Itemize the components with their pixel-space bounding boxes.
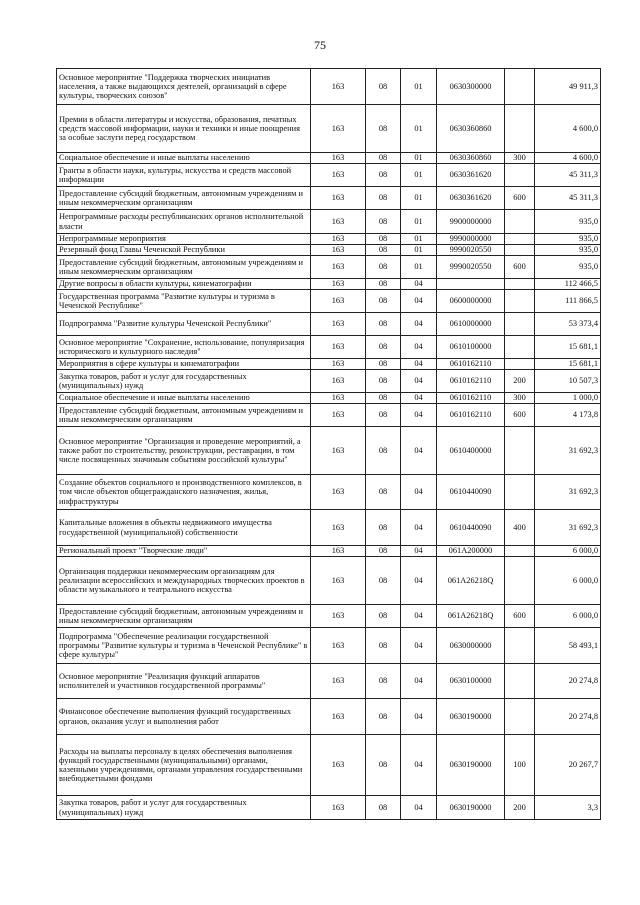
table-row xyxy=(57,475,601,510)
table-row xyxy=(57,336,601,359)
table-row xyxy=(57,187,601,210)
row-subsection: 04 xyxy=(401,796,437,820)
row-section: 08 xyxy=(366,245,401,256)
table-row xyxy=(57,245,601,256)
row-code: 163 xyxy=(311,210,366,234)
row-section: 08 xyxy=(366,664,401,699)
table-row xyxy=(57,279,601,290)
row-subsection: 04 xyxy=(401,664,437,699)
row-section: 08 xyxy=(366,153,401,164)
row-sum: 15 681,1 xyxy=(535,336,601,359)
table-row xyxy=(57,664,601,699)
row-article: 0600000000 xyxy=(437,290,505,313)
row-code: 163 xyxy=(311,164,366,187)
row-article: 0630300000 xyxy=(437,69,505,105)
row-name: Предоставление субсидий бюджетным, автономным учреждениям и иным некоммерческим организациям xyxy=(57,256,311,279)
row-expense-type: 200 xyxy=(505,796,535,820)
table-row xyxy=(57,546,601,557)
row-section: 08 xyxy=(366,427,401,475)
row-expense-type xyxy=(505,290,535,313)
row-subsection: 01 xyxy=(401,245,437,256)
row-code: 163 xyxy=(311,187,366,210)
row-sum: 53 373,4 xyxy=(535,313,601,336)
row-expense-type: 400 xyxy=(505,510,535,546)
row-expense-type xyxy=(505,105,535,153)
row-name: Мероприятия в сфере культуры и кинематографии xyxy=(57,359,311,370)
row-section: 08 xyxy=(366,628,401,664)
row-code: 163 xyxy=(311,279,366,290)
row-expense-type xyxy=(505,557,535,605)
row-expense-type xyxy=(505,699,535,735)
row-section: 08 xyxy=(366,796,401,820)
row-article: 0630361620 xyxy=(437,187,505,210)
row-name: Основное мероприятие "Реализация функций аппаратов исполнителей и участников государственной программы" xyxy=(57,664,311,699)
row-name: Предоставление субсидий бюджетным, автономным учреждениям и иным некоммерческим организациям xyxy=(57,187,311,210)
row-article: 0610162110 xyxy=(437,393,505,404)
row-subsection: 01 xyxy=(401,210,437,234)
row-expense-type: 600 xyxy=(505,256,535,279)
row-code: 163 xyxy=(311,735,366,796)
table-row xyxy=(57,256,601,279)
row-sum: 45 311,3 xyxy=(535,187,601,210)
row-sum: 935,0 xyxy=(535,210,601,234)
row-code: 163 xyxy=(311,290,366,313)
table-row xyxy=(57,699,601,735)
row-expense-type xyxy=(505,279,535,290)
row-name: Капитальные вложения в объекты недвижимого имущества государственной (муниципальной) собственности xyxy=(57,510,311,546)
row-code: 163 xyxy=(311,313,366,336)
table-row xyxy=(57,404,601,427)
table-row xyxy=(57,313,601,336)
row-section: 08 xyxy=(366,546,401,557)
table-row xyxy=(57,234,601,245)
row-article: 0630100000 xyxy=(437,664,505,699)
row-subsection: 01 xyxy=(401,164,437,187)
row-code: 163 xyxy=(311,336,366,359)
table-row xyxy=(57,393,601,404)
row-code: 163 xyxy=(311,153,366,164)
row-expense-type xyxy=(505,210,535,234)
row-article: 0630360860 xyxy=(437,105,505,153)
row-name: Государственная программа "Развитие культуры и туризма в Чеченской Республике" xyxy=(57,290,311,313)
row-section: 08 xyxy=(366,510,401,546)
page-number: 75 xyxy=(314,38,326,52)
table-row xyxy=(57,370,601,393)
row-code: 163 xyxy=(311,404,366,427)
row-code: 163 xyxy=(311,475,366,510)
row-sum: 4 173,8 xyxy=(535,404,601,427)
row-article: 9990020550 xyxy=(437,256,505,279)
row-code: 163 xyxy=(311,796,366,820)
row-subsection: 04 xyxy=(401,605,437,628)
row-sum: 31 692,3 xyxy=(535,427,601,475)
row-subsection: 04 xyxy=(401,557,437,605)
row-name: Основное мероприятие "Поддержка творческих инициатив населения, а также выдающихся деятелей, организаций в сфере культуры, творческих союзов" xyxy=(57,69,311,105)
row-code: 163 xyxy=(311,664,366,699)
table-body xyxy=(57,69,601,820)
row-article: 0630190000 xyxy=(437,699,505,735)
row-expense-type xyxy=(505,546,535,557)
row-subsection: 04 xyxy=(401,404,437,427)
row-name: Подпрограмма "Обеспечение реализации государственной программы "Развитие культуры и туризма в Чеченской Республике" в сфере культуры" xyxy=(57,628,311,664)
row-name: Гранты в области науки, культуры, искусства и средств массовой информации xyxy=(57,164,311,187)
row-subsection: 04 xyxy=(401,336,437,359)
table-row xyxy=(57,510,601,546)
row-code: 163 xyxy=(311,628,366,664)
row-article: 0630000000 xyxy=(437,628,505,664)
table-row xyxy=(57,105,601,153)
row-sum: 4 600,0 xyxy=(535,105,601,153)
row-section: 08 xyxy=(366,359,401,370)
row-sum: 935,0 xyxy=(535,234,601,245)
row-sum: 111 866,5 xyxy=(535,290,601,313)
row-section: 08 xyxy=(366,210,401,234)
row-article: 0610162110 xyxy=(437,404,505,427)
row-name: Создание объектов социального и производственного комплексов, в том числе объектов общегражданского назначения, жилья, инфраструктуры xyxy=(57,475,311,510)
row-sum: 935,0 xyxy=(535,245,601,256)
row-subsection: 04 xyxy=(401,313,437,336)
table-row xyxy=(57,210,601,234)
row-sum: 6 000,0 xyxy=(535,557,601,605)
row-article: 9990000000 xyxy=(437,234,505,245)
row-name: Социальное обеспечение и иные выплаты населению xyxy=(57,393,311,404)
row-name: Расходы на выплаты персоналу в целях обеспечения выполнения функций государственными (муниципальными) органами, казенными учреждениями, органами управления государственными внебюджетными фондами xyxy=(57,735,311,796)
row-article: 0630360860 xyxy=(437,153,505,164)
table-row xyxy=(57,69,601,105)
row-name: Социальное обеспечение и иные выплаты населению xyxy=(57,153,311,164)
row-section: 08 xyxy=(366,475,401,510)
row-section: 08 xyxy=(366,69,401,105)
row-sum: 6 000,0 xyxy=(535,546,601,557)
row-sum: 45 311,3 xyxy=(535,164,601,187)
table-row xyxy=(57,153,601,164)
row-article: 9900000000 xyxy=(437,210,505,234)
row-article: 0630190000 xyxy=(437,796,505,820)
row-section: 08 xyxy=(366,735,401,796)
row-name: Закупка товаров, работ и услуг для государственных (муниципальных) нужд xyxy=(57,796,311,820)
row-expense-type xyxy=(505,427,535,475)
table-row xyxy=(57,557,601,605)
row-sum: 6 000,0 xyxy=(535,605,601,628)
table-row xyxy=(57,628,601,664)
row-code: 163 xyxy=(311,699,366,735)
row-expense-type: 600 xyxy=(505,404,535,427)
row-code: 163 xyxy=(311,370,366,393)
row-subsection: 01 xyxy=(401,69,437,105)
row-section: 08 xyxy=(366,234,401,245)
row-article: 0610440090 xyxy=(437,510,505,546)
row-code: 163 xyxy=(311,69,366,105)
row-section: 08 xyxy=(366,187,401,210)
row-sum: 10 507,3 xyxy=(535,370,601,393)
row-subsection: 04 xyxy=(401,546,437,557)
row-subsection: 04 xyxy=(401,359,437,370)
row-article: 061A26218Q xyxy=(437,605,505,628)
table-row xyxy=(57,164,601,187)
row-expense-type xyxy=(505,69,535,105)
row-subsection: 04 xyxy=(401,393,437,404)
row-article: 0630361620 xyxy=(437,164,505,187)
row-name: Основное мероприятие "Сохранение, использование, популяризация исторического и культурного наследия" xyxy=(57,336,311,359)
row-subsection: 04 xyxy=(401,279,437,290)
row-name: Непрограммные мероприятия xyxy=(57,234,311,245)
row-section: 08 xyxy=(366,404,401,427)
row-section: 08 xyxy=(366,699,401,735)
row-name: Премии в области литературы и искусства, образования, печатных средств массовой информации, науки и техники и иные поощрения за особые заслуги перед государством xyxy=(57,105,311,153)
row-sum: 31 692,3 xyxy=(535,510,601,546)
row-sum: 3,3 xyxy=(535,796,601,820)
row-code: 163 xyxy=(311,605,366,628)
row-code: 163 xyxy=(311,557,366,605)
table-row xyxy=(57,290,601,313)
row-subsection: 04 xyxy=(401,735,437,796)
row-article: 0610162110 xyxy=(437,359,505,370)
row-sum: 20 274,8 xyxy=(535,699,601,735)
row-expense-type: 600 xyxy=(505,187,535,210)
row-expense-type xyxy=(505,234,535,245)
row-article: 0610100000 xyxy=(437,336,505,359)
row-sum: 58 493,1 xyxy=(535,628,601,664)
row-section: 08 xyxy=(366,164,401,187)
row-code: 163 xyxy=(311,359,366,370)
row-name: Закупка товаров, работ и услуг для государственных (муниципальных) нужд xyxy=(57,370,311,393)
row-article: 0610000000 xyxy=(437,313,505,336)
row-sum: 1 000,0 xyxy=(535,393,601,404)
row-name: Предоставление субсидий бюджетным, автономным учреждениям и иным некоммерческим организациям xyxy=(57,404,311,427)
row-name: Организация поддержки некоммерческим организациям для реализации всероссийских и международных творческих проектов в области музыкального и театрального искусства xyxy=(57,557,311,605)
row-subsection: 04 xyxy=(401,510,437,546)
row-sum: 49 911,3 xyxy=(535,69,601,105)
table-row xyxy=(57,796,601,820)
row-expense-type xyxy=(505,245,535,256)
row-code: 163 xyxy=(311,256,366,279)
row-expense-type: 200 xyxy=(505,370,535,393)
row-section: 08 xyxy=(366,256,401,279)
table-row xyxy=(57,427,601,475)
row-expense-type xyxy=(505,313,535,336)
row-subsection: 01 xyxy=(401,234,437,245)
row-section: 08 xyxy=(366,336,401,359)
row-subsection: 04 xyxy=(401,628,437,664)
row-sum: 31 692,3 xyxy=(535,475,601,510)
row-subsection: 01 xyxy=(401,105,437,153)
row-name: Резервный фонд Главы Чеченской Республики xyxy=(57,245,311,256)
row-name: Региональный проект "Творческие люди" xyxy=(57,546,311,557)
row-sum: 4 600,0 xyxy=(535,153,601,164)
row-article: 061A26218Q xyxy=(437,557,505,605)
row-code: 163 xyxy=(311,234,366,245)
row-subsection: 04 xyxy=(401,290,437,313)
row-code: 163 xyxy=(311,105,366,153)
table-row xyxy=(57,735,601,796)
table-row xyxy=(57,605,601,628)
row-subsection: 01 xyxy=(401,256,437,279)
row-expense-type: 300 xyxy=(505,393,535,404)
row-article xyxy=(437,279,505,290)
row-name: Предоставление субсидий бюджетным, автономным учреждениям и иным некоммерческим организациям xyxy=(57,605,311,628)
row-section: 08 xyxy=(366,290,401,313)
row-expense-type xyxy=(505,359,535,370)
row-section: 08 xyxy=(366,370,401,393)
row-sum: 15 681,1 xyxy=(535,359,601,370)
row-article: 9990020550 xyxy=(437,245,505,256)
row-section: 08 xyxy=(366,105,401,153)
row-expense-type xyxy=(505,164,535,187)
row-expense-type xyxy=(505,336,535,359)
row-code: 163 xyxy=(311,546,366,557)
row-section: 08 xyxy=(366,313,401,336)
row-section: 08 xyxy=(366,279,401,290)
row-name: Непрограммные расходы республиканских органов исполнительной власти xyxy=(57,210,311,234)
budget-table xyxy=(56,68,601,820)
row-subsection: 04 xyxy=(401,475,437,510)
row-code: 163 xyxy=(311,510,366,546)
row-name: Подпрограмма "Развитие культуры Чеченской Республики" xyxy=(57,313,311,336)
row-subsection: 04 xyxy=(401,699,437,735)
row-subsection: 01 xyxy=(401,187,437,210)
row-subsection: 04 xyxy=(401,370,437,393)
row-name: Другие вопросы в области культуры, кинематографии xyxy=(57,279,311,290)
row-article: 0610400000 xyxy=(437,427,505,475)
row-expense-type: 100 xyxy=(505,735,535,796)
row-article: 061A200000 xyxy=(437,546,505,557)
row-sum: 20 274,8 xyxy=(535,664,601,699)
row-expense-type xyxy=(505,475,535,510)
row-expense-type xyxy=(505,628,535,664)
row-section: 08 xyxy=(366,557,401,605)
row-expense-type: 600 xyxy=(505,605,535,628)
row-name: Основное мероприятие "Организация и проведение мероприятий, а также работ по строительству, реконструкции, реставрации, в том числе посвященных значимым событиям российской культуры" xyxy=(57,427,311,475)
row-subsection: 04 xyxy=(401,427,437,475)
table-row xyxy=(57,359,601,370)
row-code: 163 xyxy=(311,245,366,256)
row-section: 08 xyxy=(366,605,401,628)
row-sum: 935,0 xyxy=(535,256,601,279)
row-expense-type xyxy=(505,664,535,699)
row-sum: 20 267,7 xyxy=(535,735,601,796)
row-section: 08 xyxy=(366,393,401,404)
row-expense-type: 300 xyxy=(505,153,535,164)
row-code: 163 xyxy=(311,427,366,475)
row-article: 0610440090 xyxy=(437,475,505,510)
row-code: 163 xyxy=(311,393,366,404)
row-sum: 112 466,5 xyxy=(535,279,601,290)
row-article: 0610162110 xyxy=(437,370,505,393)
row-subsection: 01 xyxy=(401,153,437,164)
row-article: 0630190000 xyxy=(437,735,505,796)
row-name: Финансовое обеспечение выполнения функций государственных органов, оказания услуг и выполнения работ xyxy=(57,699,311,735)
